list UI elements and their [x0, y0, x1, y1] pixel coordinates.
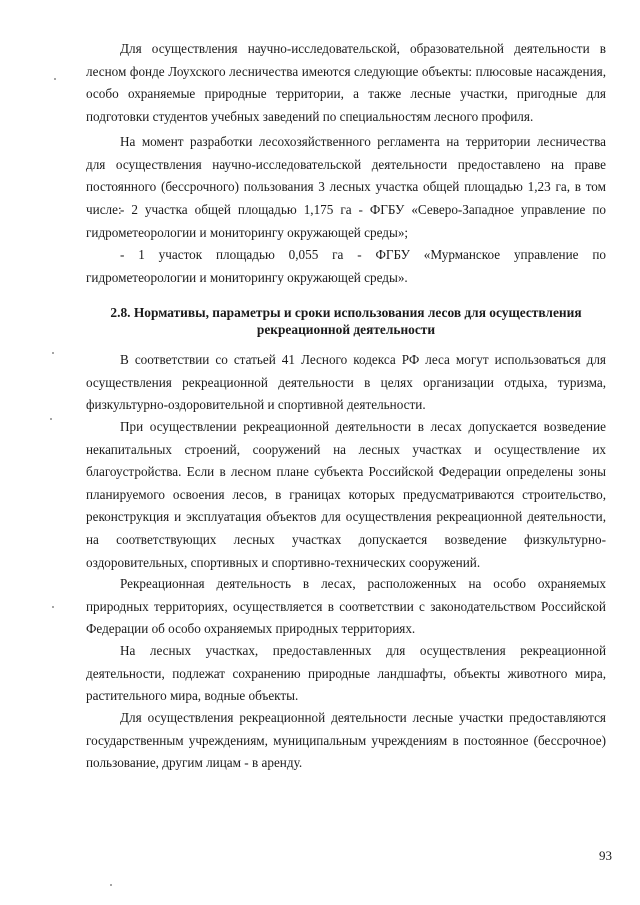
scan-speck: [52, 352, 54, 354]
section-heading-line-1: 2.8. Нормативы, параметры и сроки использования лесов для осуществления: [110, 305, 582, 320]
paragraph-research-plots: На момент разработки лесохозяйственного регламента на территории лесничества для осуществления научно-исследовательской деятельности предоставлено на праве постоянного (бессрочного) пользования 3 лесных участка общей площадью 1,23 га, в том числе:: [86, 134, 606, 217]
paragraph-plot-provision: Для осуществления рекреационной деятельности лесные участки предоставляются государственным учреждениям, муниципальным учреждениям в постоянное (бессрочное) пользование, другим лицам - в аренду.: [86, 710, 606, 771]
page-number: 93: [599, 848, 612, 863]
scan-speck: [110, 884, 112, 886]
paragraph-temporary-structures: При осуществлении рекреационной деятельности в лесах допускается возведение некапитальных строений, сооружений на лесных участках и осуществление их благоустройства. Если в лесном плане субъекта Российской Федерации определены зоны планируемого освоения лесов, в границах которых предусматриваются строительство, реконструкция и эксплуатация объектов для осуществления рекреационной деятельности, на соответствующих лесных участках допускается возведение физкультурно-оздоровительных, спортивных и спортивно-технических сооружений.: [86, 419, 606, 570]
paragraph-protected-territories: Рекреационная деятельность в лесах, расположенных на особо охраняемых природных территориях, осуществляется в соответствии с законодательством Российской Федерации об особо охраняемых природных территориях.: [86, 576, 606, 637]
paragraph-research-objects: Для осуществления научно-исследовательской, образовательной деятельности в лесном фонде Лоухского лесничества имеются следующие объекты: плюсовые насаждения, особо охраняемые природные территории, а также лесные участки, пригодные для подготовки студентов учебных заведений по специальностям лесного профиля.: [86, 41, 606, 124]
paragraph-plot-murmansk: - 1 участок площадью 0,055 га - ФГБУ «Мурманское управление по гидрометеорологии и мониторингу окружающей среды».: [86, 247, 606, 285]
scan-speck: [54, 78, 56, 80]
section-heading-line-2: рекреационной деятельности: [256, 322, 436, 337]
paragraph-landscape-preservation: На лесных участках, предоставленных для осуществления рекреационной деятельности, подлежат сохранению природные ландшафты, объекты животного мира, растительного мира, водные объекты.: [86, 643, 606, 704]
scan-speck: [52, 606, 54, 608]
scan-speck: [50, 418, 52, 420]
paragraph-plot-northwest: - 2 участка общей площадью 1,175 га - ФГБУ «Северо-Западное управление по гидрометеорологии и мониторингу окружающей среды»;: [86, 202, 606, 240]
paragraph-article-41: В соответствии со статьей 41 Лесного кодекса РФ леса могут использоваться для осуществления рекреационной деятельности в целях организации отдыха, туризма, физкультурно-оздоровительной и спортивной деятельности.: [86, 352, 606, 413]
